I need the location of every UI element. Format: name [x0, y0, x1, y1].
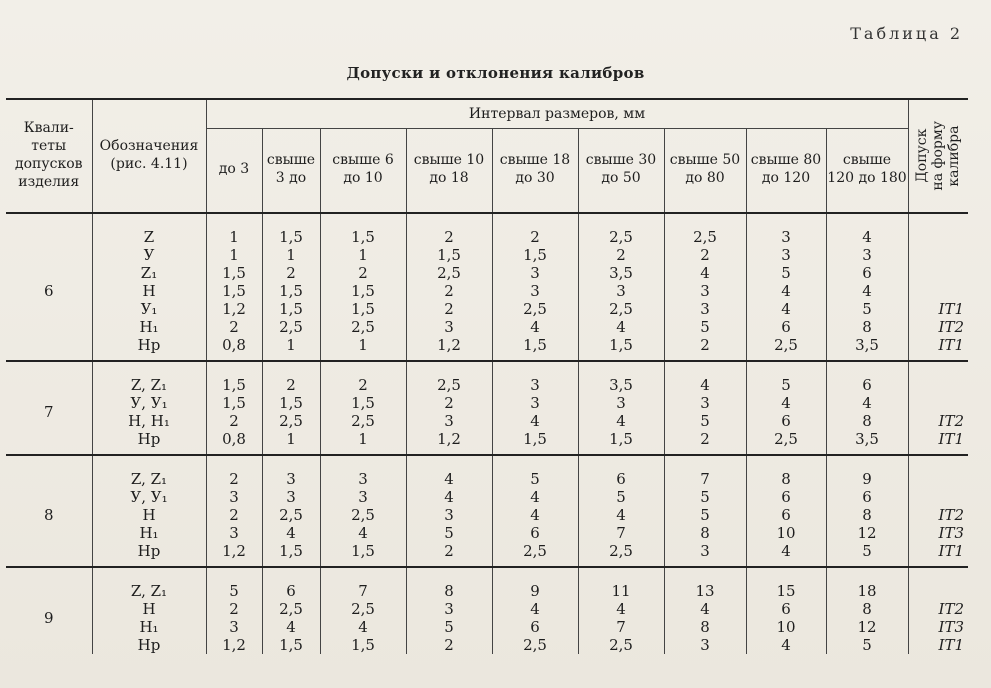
value-cell: 3 3 5 4 4 6 2,5	[746, 213, 826, 361]
value-cell: 7 5 5 8 3	[664, 455, 746, 567]
value-cell: 8 6 6 10 4	[746, 455, 826, 567]
value-cell: 5 4 4 6 2,5	[492, 455, 578, 567]
grade-cell: 6	[43, 281, 54, 300]
header-range: свыше 80 до 120	[746, 129, 826, 213]
header-range: свыше 18 до 30	[492, 129, 578, 213]
value-cell: 2,5 2 4 3 3 5 2	[664, 213, 746, 361]
value-cell: 6 5 4 7 2,5	[578, 455, 664, 567]
group-row-9	[6, 567, 968, 654]
table-body	[6, 213, 968, 654]
value-cell: 13 4 8 3	[664, 567, 746, 654]
value-cell: 2,5 2 3,5 3 2,5 4 1,5	[578, 213, 664, 361]
header-range: свыше 6 до 10	[320, 129, 406, 213]
value-cell: 8 3 5 2	[406, 567, 492, 654]
designation-cell: Z, Z₁ У, У₁ H, H₁ Hp	[92, 361, 206, 455]
value-cell: 2 1,5 3 3 2,5 4 1,5	[492, 213, 578, 361]
value-cell: 7 2,5 4 1,5	[320, 567, 406, 654]
header-range: свыше 30 до 50	[578, 129, 664, 213]
table-caption: Таблица 2	[850, 24, 963, 43]
header-range: свыше 120 до 180	[826, 129, 908, 213]
value-cell: 3 3 2,5 4 1,5	[262, 455, 320, 567]
group-row-7	[6, 361, 968, 455]
designation-cell: Z, Z₁ H H₁ Hp	[92, 567, 206, 654]
value-cell: 9 6 8 12 5	[826, 455, 908, 567]
header-tolerance: Допуск на форму калибра	[908, 99, 968, 213]
tolerance-cell: IT2 IT3 IT1	[908, 567, 968, 654]
header-range: свыше 3 до	[262, 129, 320, 213]
value-cell: 1,5 1 2 1,5 1,5 2,5 1	[320, 213, 406, 361]
designation-cell: Z, Z₁ У, У₁ H H₁ Hp	[92, 455, 206, 567]
value-cell: 3 3 4 1,5	[492, 361, 578, 455]
header-range: до 3	[206, 129, 262, 213]
value-cell: 1,5 1,5 2 0,8	[206, 361, 262, 455]
value-cell: 18 8 12 5	[826, 567, 908, 654]
group-row-6	[6, 213, 968, 361]
value-cell: 2,5 2 3 1,2	[406, 361, 492, 455]
value-cell: 4 3 6 4 5 8 3,5	[826, 213, 908, 361]
group-row-8	[6, 455, 968, 567]
table-header	[6, 99, 968, 213]
header-designation: Обозначения (рис. 4.11)	[92, 99, 206, 213]
value-cell: 6 4 8 3,5	[826, 361, 908, 455]
value-cell: 1,5 1 2 1,5 1,5 2,5 1	[262, 213, 320, 361]
grade-cell: 9	[6, 567, 92, 654]
value-cell: 3 3 2,5 4 1,5	[320, 455, 406, 567]
value-cell: 4 4 3 5 2	[406, 455, 492, 567]
value-cell: 1 1 1,5 1,5 1,2 2 0,8	[206, 213, 262, 361]
value-cell: 6 2,5 4 1,5	[262, 567, 320, 654]
tolerance-table	[6, 98, 968, 654]
value-cell: 2 3 2 3 1,2	[206, 455, 262, 567]
header-grade: Квали- теты допусков изделия	[6, 99, 92, 213]
value-cell: 9 4 6 2,5	[492, 567, 578, 654]
header-range: свыше 50 до 80	[664, 129, 746, 213]
value-cell: 5 4 6 2,5	[746, 361, 826, 455]
tolerance-cell: IT2 IT1	[908, 361, 968, 455]
value-cell: 11 4 7 2,5	[578, 567, 664, 654]
tolerance-cell: IT2 IT3 IT1	[908, 455, 968, 567]
grade-cell: 7	[6, 361, 92, 455]
header-interval: Интервал размеров, мм	[206, 99, 908, 129]
value-cell: 2 1,5 2,5 2 2 3 1,2	[406, 213, 492, 361]
value-cell: 2 1,5 2,5 1	[320, 361, 406, 455]
value-cell: 3,5 3 4 1,5	[578, 361, 664, 455]
designation-cell: Z У Z₁ H У₁ H₁ Hp	[92, 213, 206, 361]
grade-cell: 8	[6, 455, 92, 567]
header-range: свыше 10 до 18	[406, 129, 492, 213]
value-cell: 4 3 5 2	[664, 361, 746, 455]
value-cell: 5 2 3 1,2	[206, 567, 262, 654]
table-title: Допуски и отклонения калибров	[346, 64, 645, 82]
value-cell: 15 6 10 4	[746, 567, 826, 654]
value-cell: 2 1,5 2,5 1	[262, 361, 320, 455]
tolerance-cell: IT1 IT2 IT1	[908, 213, 968, 361]
